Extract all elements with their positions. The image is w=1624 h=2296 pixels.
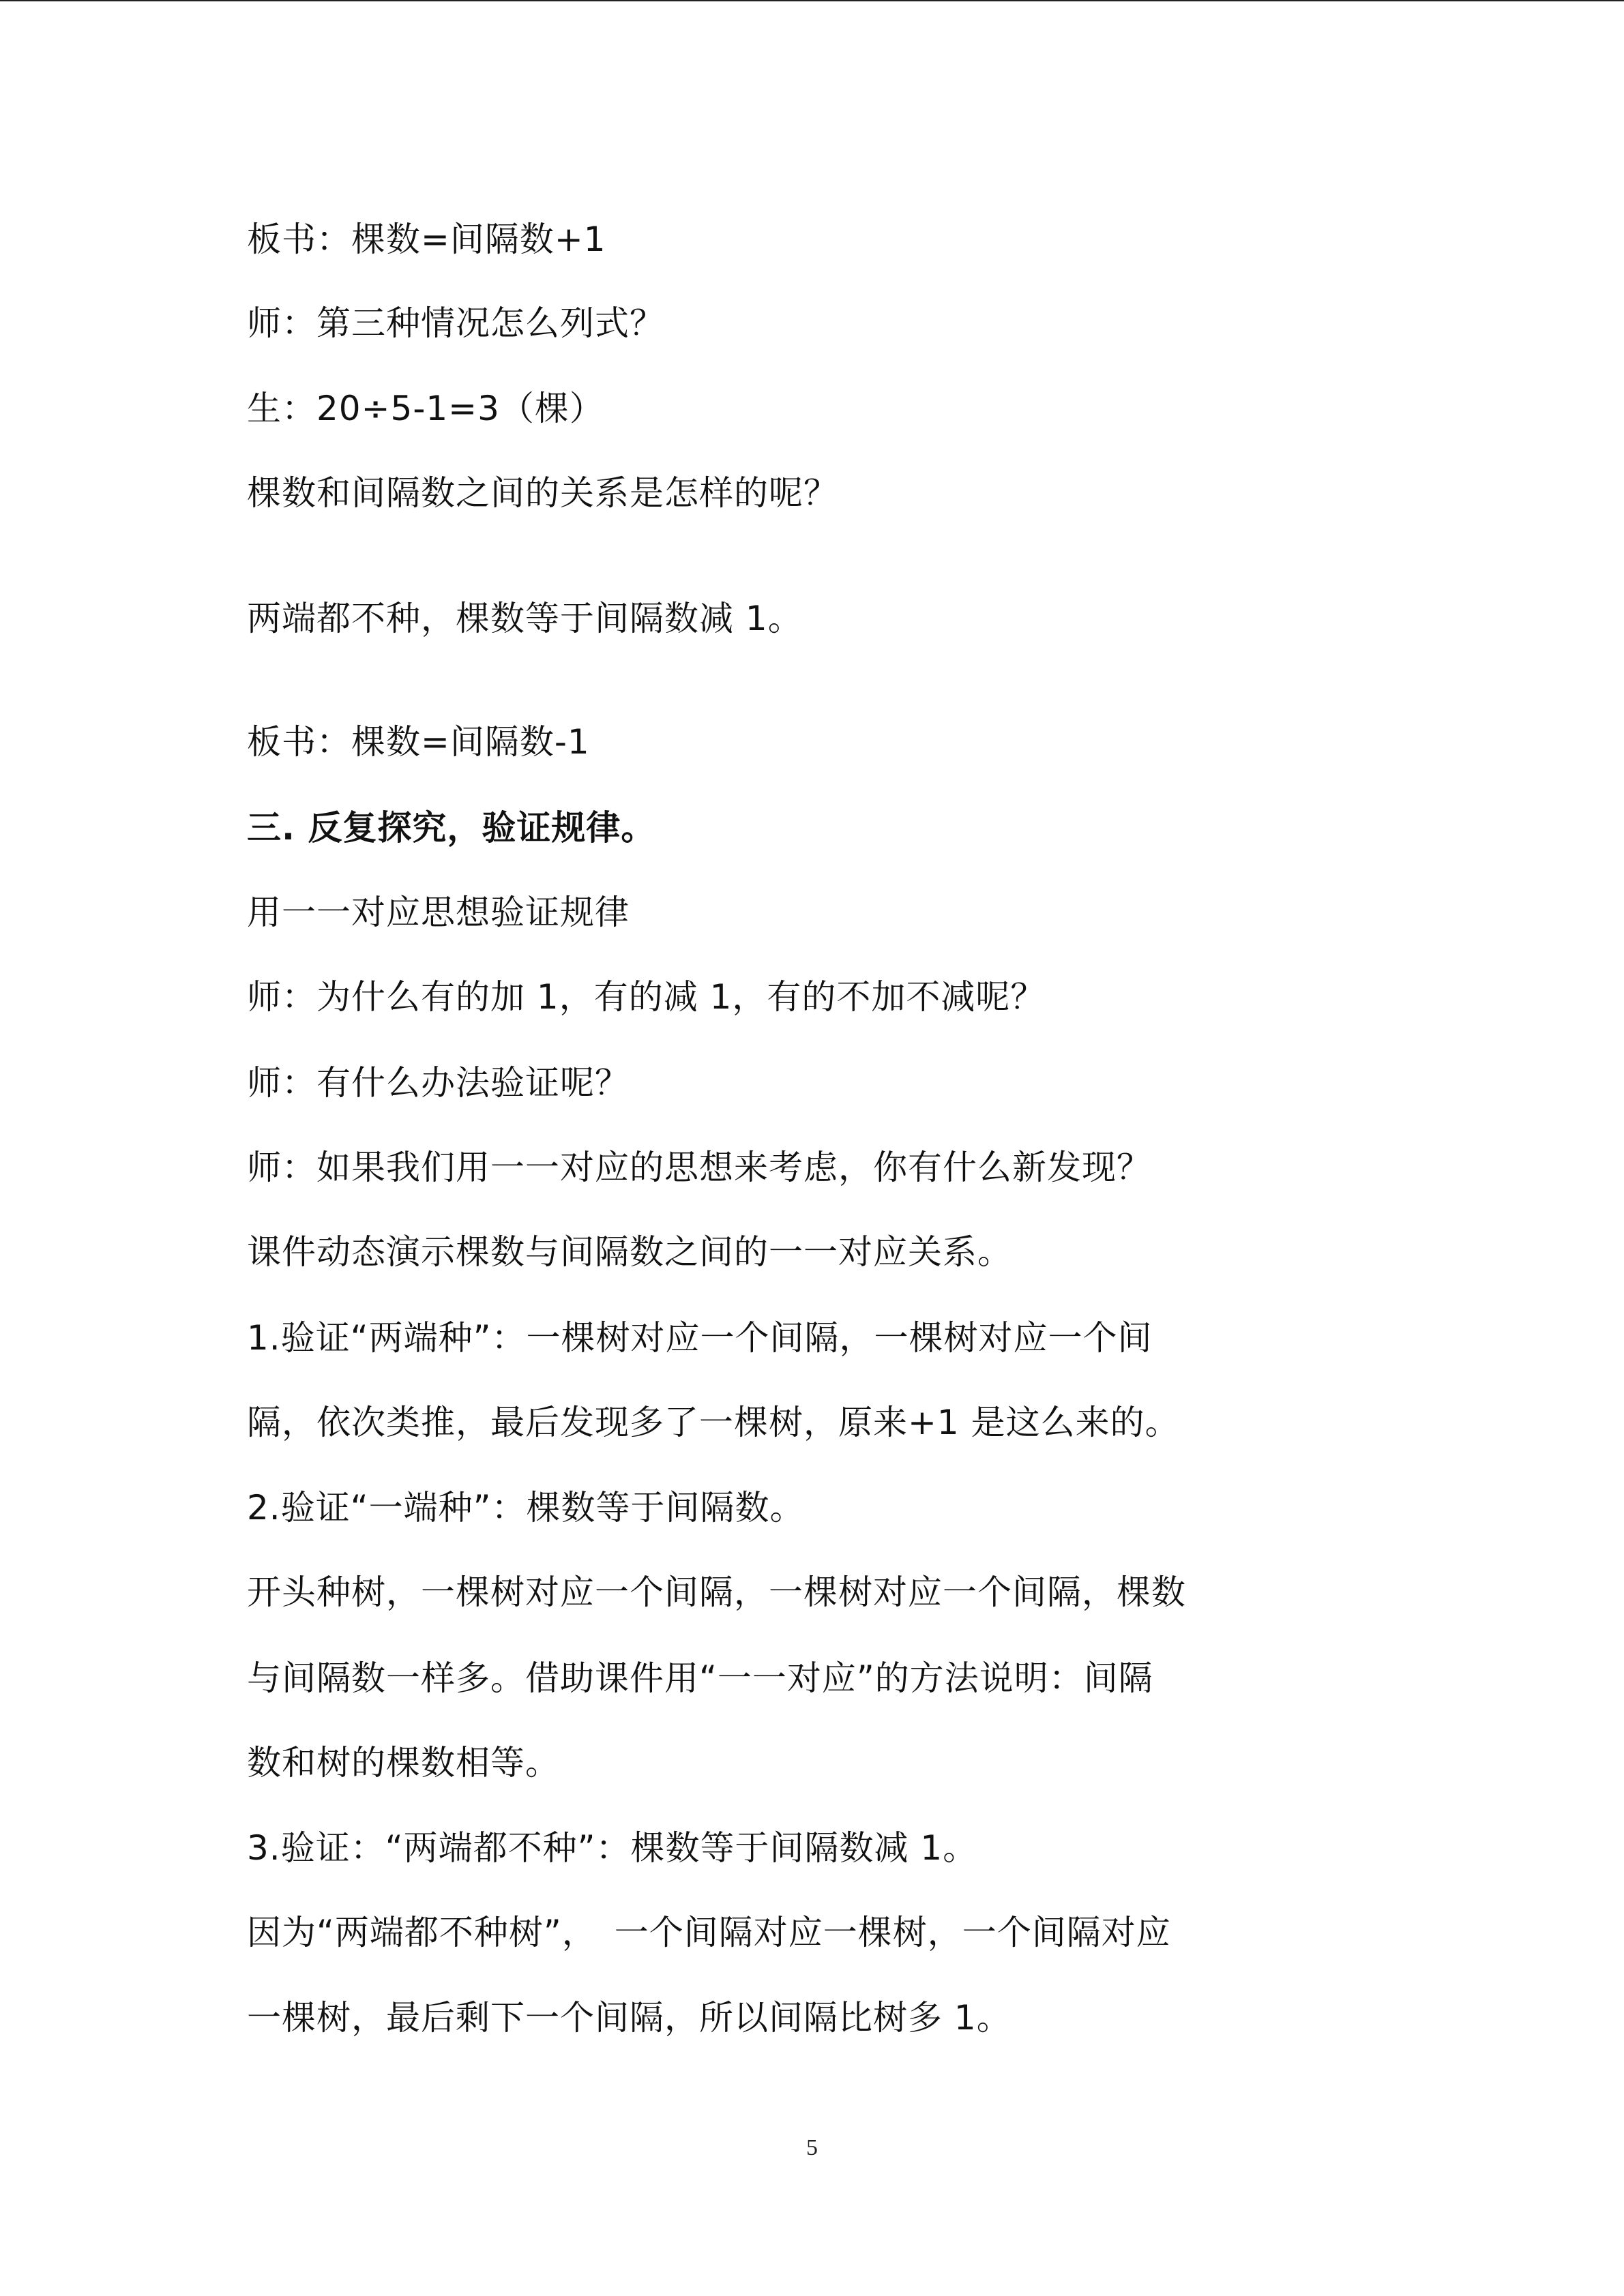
text-line-verify-neither-end: 3.验证：“两端都不种”：棵数等于间隔数减 1。 — [247, 1828, 978, 1868]
text-line-board-minus: 板书：棵数=间隔数-1 — [247, 722, 590, 762]
text-line-demo: 课件动态演示棵数与间隔数之间的一一对应关系。 — [247, 1232, 1012, 1272]
text-line-verify-one-end: 2.验证“一端种”：棵数等于间隔数。 — [247, 1488, 805, 1527]
text-line-one-end-detail-2: 与间隔数一样多。借助课件用“一一对应”的方法说明：间隔 — [247, 1658, 1153, 1698]
text-line-why-question: 师：为什么有的加 1，有的减 1，有的不加不减呢？ — [247, 977, 1046, 1017]
section-heading: 三. 反复探究，验证规律。 — [247, 808, 656, 848]
page-number: 5 — [806, 2135, 818, 2160]
text-line-verify-both-ends-1: 1.验证“两端种”：一棵树对应一个间隔，一棵树对应一个间 — [247, 1318, 1153, 1358]
text-line-method: 用一一对应思想验证规律 — [247, 893, 630, 932]
text-line-teacher-question: 师：第三种情况怎么列式？ — [247, 303, 664, 343]
text-line-neither-end-detail-2: 一棵树，最后剩下一个间隔，所以间隔比树多 1。 — [247, 1998, 1012, 2038]
text-line-one-end-detail-3: 数和树的棵数相等。 — [247, 1743, 560, 1783]
text-line-student-answer: 生：20÷5-1=3（棵） — [247, 389, 604, 428]
text-line-one-end-detail-1: 开头种树，一棵树对应一个间隔，一棵树对应一个间隔，棵数 — [247, 1572, 1186, 1612]
text-line-verify-both-ends-2: 隔，依次类推，最后发现多了一棵树，原来+1 是这么来的。 — [247, 1403, 1180, 1442]
text-line-neither-end-detail-1: 因为“两端都不种树”， 一个间隔对应一棵树，一个间隔对应 — [247, 1913, 1171, 1952]
text-line-board-plus: 板书：棵数=间隔数+1 — [247, 220, 606, 259]
text-line-verify-question: 师：有什么办法验证呢？ — [247, 1063, 630, 1103]
text-line-relation-question: 棵数和间隔数之间的关系是怎样的呢？ — [247, 473, 838, 513]
text-line-discovery-question: 师：如果我们用一一对应的思想来考虑，你有什么新发现？ — [247, 1148, 1151, 1187]
text-line-neither-end-rule: 两端都不种，棵数等于间隔数减 1。 — [247, 599, 803, 638]
